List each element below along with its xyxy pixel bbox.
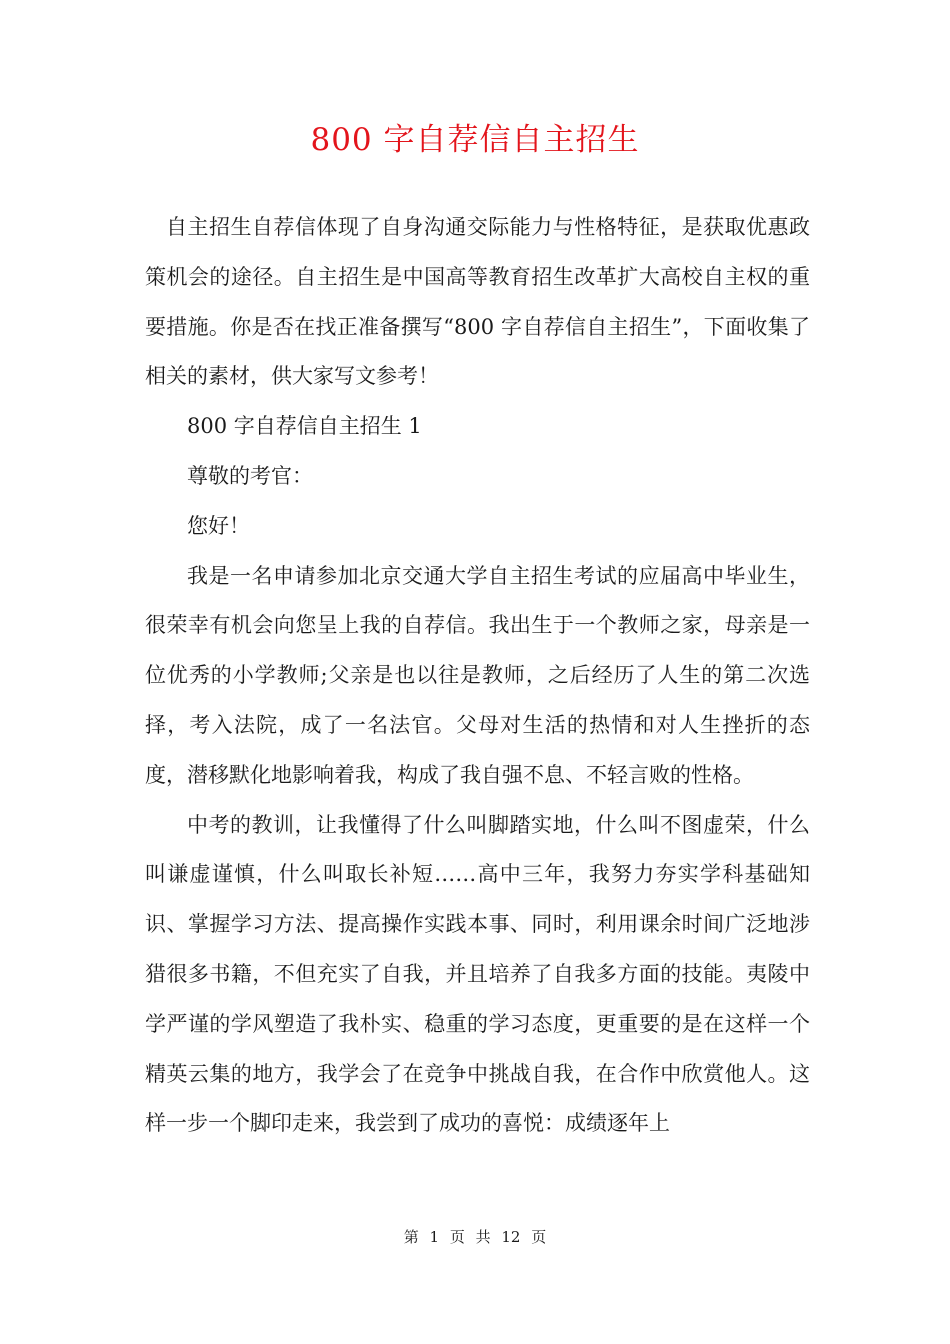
letter-salutation: 尊敬的考官：	[187, 463, 313, 488]
letter-paragraph-study: 中考的教训，让我懂得了什么叫脚踏实地，什么叫不图虚荣，什么叫谦虚谨慎，什么叫取长补短……高中三年，我努力夯实学科基础知识、掌握学习方法、提高操作实践本事、同时，利用课余时间广泛地涉猎很多书籍，不但充实了自我，并且培养了自我多方面的技能。夷陵中学严谨的学风塑造了我朴实、稳重的学习态度，更重要的是在这样一个精英云集的地方，我学会了在竞争中挑战自我，在合作中欣赏他人。这样一步一个脚印走来，我尝到了成功的喜悦：成绩逐年上	[145, 812, 810, 1136]
letter-greeting: 您好！	[187, 513, 250, 538]
document-body	[145, 203, 810, 1149]
page-footer: 第 1 页 共 12 页	[403, 1228, 547, 1246]
letter-heading: 800 字自荐信自主招生 1	[187, 414, 422, 439]
letter-paragraph-family: 我是一名申请参加北京交通大学自主招生考试的应届高中毕业生，很荣幸有机会向您呈上我的自荐信。我出生于一个教师之家，母亲是一位优秀的小学教师;父亲是也以往是教师，之后经历了人生的第二次选择，考入法院，成了一名法官。父母对生活的热情和对人生挫折的态度，潜移默化地影响着我，构成了我自强不息、不轻言败的性格。	[145, 563, 810, 787]
document-title: 800 字自荐信自主招生	[310, 122, 640, 158]
intro-paragraph: 自主招生自荐信体现了自身沟通交际能力与性格特征，是获取优惠政策机会的途径。自主招生是中国高等教育招生改革扩大高校自主权的重要措施。你是否在找正准备撰写“800 字自荐信自主招生”，下面收集了相关的素材，供大家写文参考！	[145, 215, 810, 389]
